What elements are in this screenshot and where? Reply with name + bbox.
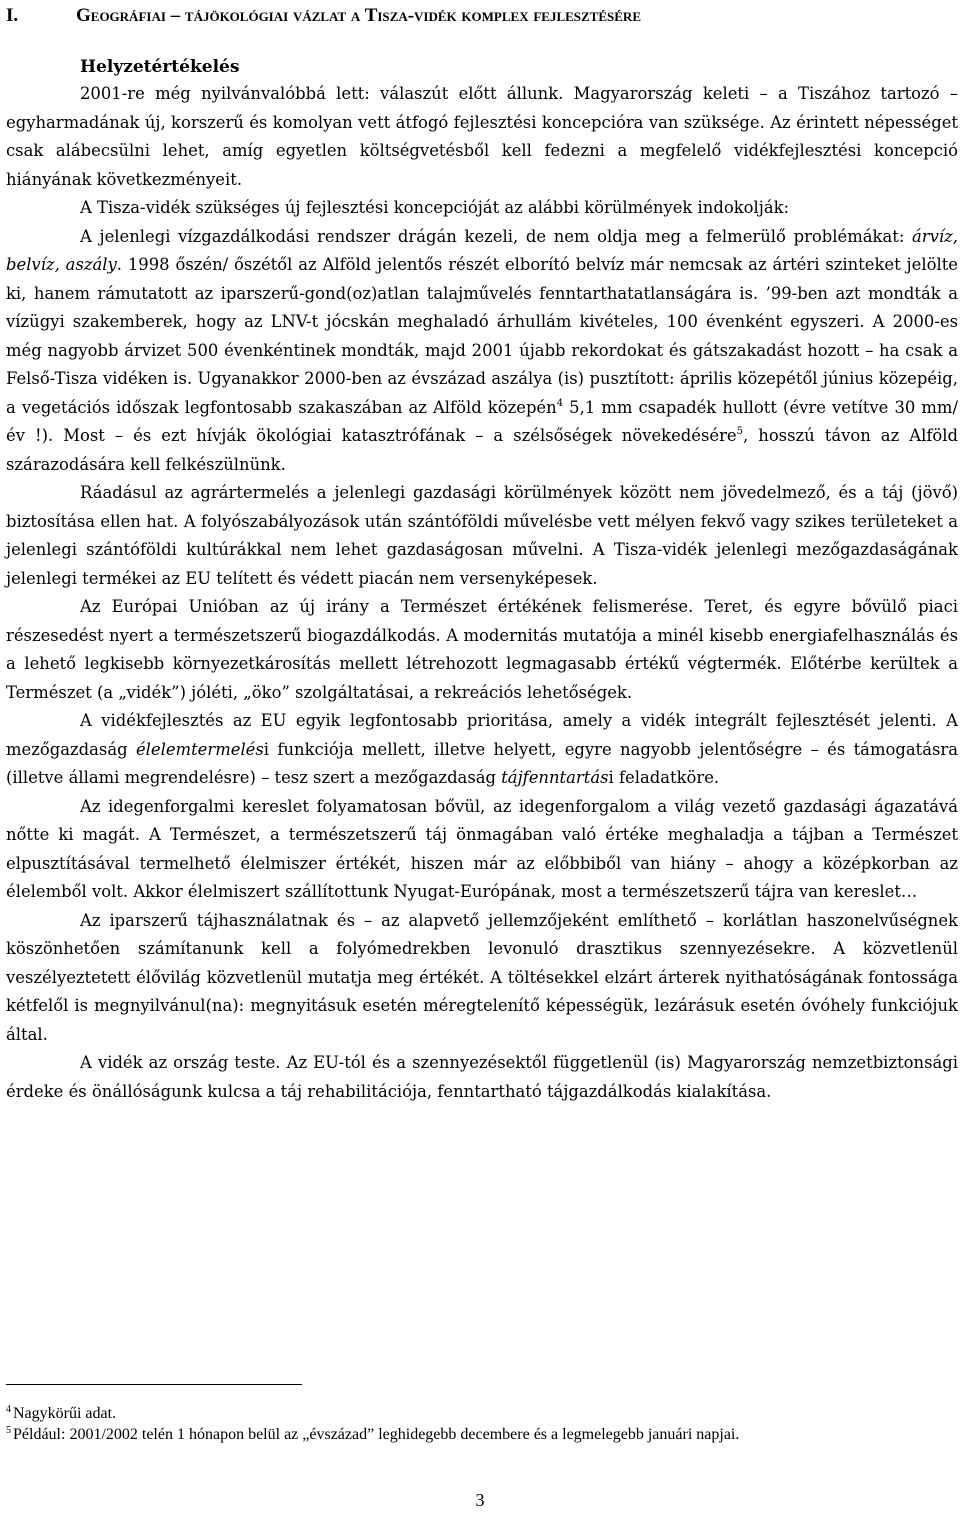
paragraph-1: 2001-re még nyilvánvalóbbá lett: válaszút előtt állunk. Magyarország keleti – a Tiszához tartozó – egyharmadának új, korszerű és komolyan vett átfogó fejlesztési koncepcióra van szüksége. Az érintett népességet csak alábecsülni lehet, amíg egyetlen költségvetésből kell fedezni a megfelelő vidékfejlesztési koncepció hiányának következményeit. — [6, 84, 958, 189]
paragraph-3-part-c: . 1998 őszén/ őszétől az Alföld jelentős részét elborító belvíz már nemcsak az ártéri szinteket jelölte ki, hanem rámutatott az iparszerű-gond(oz)atlan talajművelés fenntarthatatlanságára is. ’99-ben azt mondták a vízügyi szakemberek, hogy az LNV-t jócskán meghaladó árhullám kivételes, 100 évenként egyszeri. A 2000-es még nagyobb árvizet 500 évenkéntinek mondták, majd 2001 újabb rekordokat és gátszakadást hozott – ha csak a Felső-Tisza vidéken is. Ugyanakkor 2000-ben az évszázad aszálya (is) pusztított: április közepétől június közepéig, a vegetációs időszak legfontosabb szakaszában az Alföld közepén — [6, 255, 958, 417]
body-text — [6, 80, 958, 1106]
paragraph-6 — [6, 707, 958, 793]
paragraph-2: A Tisza-vidék szükséges új fejlesztési koncepcióját az alábbi körülmények indokolják: — [80, 198, 790, 217]
paragraph-6-part-c: i funkciója mellett, illetve helyett, egyre nagyobb jelentőségre – és támogatásra (illetve állami megrendelésre) – tesz szert a mezőgazdaság — [6, 739, 959, 787]
paragraph-6-part-e: i feladatköre. — [608, 768, 720, 787]
footnote-5 — [6, 1421, 958, 1445]
footnote-ref-4[interactable]: 4 — [556, 397, 564, 409]
paragraph-9: A vidék az ország teste. Az EU-tól és a szennyezésektől függetlenül (is) Magyarország nemzetbiztonsági érdeke és önállóságunk kulcsa a táj rehabilitációja, fenntartható tájgazdálkodás kialakítása. — [6, 1053, 958, 1101]
chapter-number: I. — [6, 5, 19, 26]
footnote-ref-5[interactable]: 5 — [736, 426, 744, 437]
footnote-5-text: Például: 2001/2002 telén 1 hónapon belül az „évszázad” leghidegebb decembere és a legmelegebb januári napjai. — [13, 1426, 740, 1443]
paragraph-6-italic-2: tájfenntartás — [501, 768, 609, 787]
footnote-4-text: Nagykörűi adat. — [13, 1405, 117, 1422]
paragraph-5: Az Európai Unióban az új irány a Természet értékének felismerése. Teret, és egyre bővülő piaci részesedést nyert a természetszerű biogazdálkodás. A modernitás mutatója a minél kisebb energiafelhasználás és a lehető legkisebb környezetkárosítás mellett létrehozott legmagasabb értékű végtermék. Előtérbe kerültek a Természet (a „vidék”) jóléti, „öko” szolgáltatásai, a rekreációs lehetőségek. — [6, 597, 958, 702]
paragraph-7: Az idegenforgalmi kereslet folyamatosan bővül, az idegenforgalom a világ vezető gazdasági ágazatává nőtte ki magát. A Természet, a természetszerű táj önmagában való értéke meghaladja a tájban a Természet elpusztításával termelhető élelmiszer értékét, hiszen már az előbbiből van hiány – ahogy a középkorban az élelemből volt. Akkor élelmiszert szállítottunk Nyugat-Európának, most a természetszerű tájra van kereslet… — [6, 796, 958, 901]
footnote-separator — [6, 1384, 302, 1385]
section-heading: Helyzetértékelés — [80, 57, 240, 77]
paragraph-3-part-e: , hosszú távon az Alföld szárazodására kell felkészülnünk. — [6, 426, 958, 474]
paragraph-3 — [6, 223, 958, 480]
paragraph-4: Ráadásul az agrártermelés a jelenlegi gazdasági körülmények között nem jövedelmező, és a táj (jövő) biztosítása ellen hat. A folyószabályozások után szántóföldi művelésbe vett mélyen fekvő vagy szikes területeket a jelenlegi szántóföldi kultúrákkal nem lehet gazdaságosan művelni. A Tisza-vidék jelenlegi mezőgazdaságának jelenlegi termékei az EU telített és védett piacán nem versenyképesek. — [6, 483, 958, 588]
paragraph-6-italic-1: élelemtermelés — [135, 739, 264, 759]
paragraph-6-part-a: A vidékfejlesztés az EU egyik legfontosabb prioritása, amely a vidék integrált fejlesztését jelenti. A mezőgazdaság — [6, 711, 958, 759]
paragraph-3-italic: árvíz, belvíz, aszály — [6, 226, 958, 274]
paragraph-3-part-a: A jelenlegi vízgazdálkodási rendszer drágán kezeli, de nem oldja meg a felmerülő problémákat: — [80, 226, 913, 246]
footnote-5-mark: 5 — [6, 1425, 11, 1436]
paragraph-3-part-d: 5,1 mm csapadék hullott (évre vetítve 30 mm/év !). Most – és ezt hívják ökológiai katasztrófának – a szélsőségek növekedésére — [6, 397, 958, 445]
footnote-4-mark: 4 — [6, 1404, 11, 1415]
page-number: 3 — [475, 1490, 485, 1510]
chapter-title: Geográfiai – tájökológiai vázlat a Tisza-vidék komplex fejlesztésére — [76, 5, 641, 26]
chapter-heading — [6, 4, 956, 28]
paragraph-8: Az iparszerű tájhasználatnak és – az alapvető jellemzőjeként említhető – korlátlan haszonelvűségnek köszönhetően számítanunk kell a folyómedrekben levonuló drasztikus szennyezésekre. A közvetlenül veszélyeztetett élővilág közvetlenül mutatja meg értékét. A töltésekkel elzárt árterek nyithatóságának fontossága kétfelől is megnyilvánul(na): megnyitásuk esetén méregtelenítő képességük, lezárásuk esetén óvóhely funkciójuk által. — [6, 910, 958, 1044]
